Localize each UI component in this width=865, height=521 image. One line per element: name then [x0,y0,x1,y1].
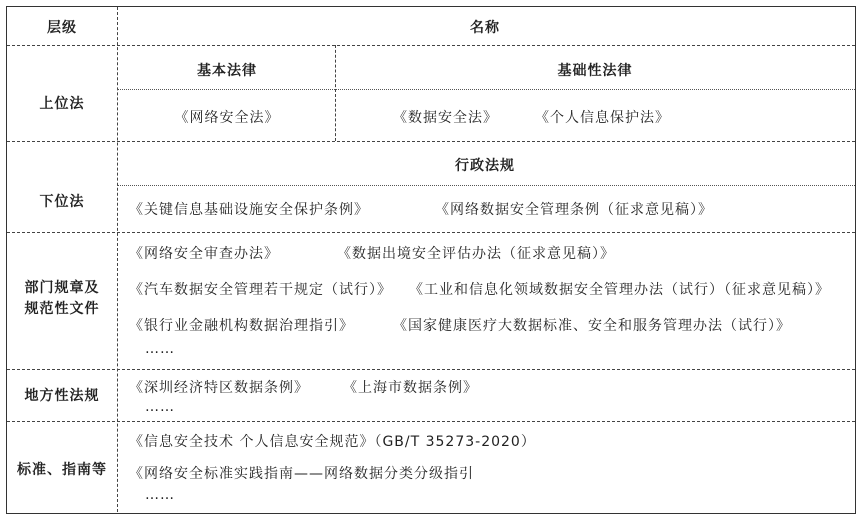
admin-regulation-item: 《关键信息基础设施安全保护条例》 [129,202,369,218]
header-divider [7,45,855,46]
departmental-item: 《工业和信息化领域数据安全管理办法（试行）（征求意见稿）》 [409,282,830,298]
upper-level-label: 上位法 [39,96,85,112]
basic-law-header: 基本法律 [197,63,257,79]
foundational-law-item: 《个人信息保护法》 [535,110,670,126]
local-item: 《深圳经济特区数据条例》 [129,380,309,396]
foundational-law-header: 基础性法律 [557,63,633,79]
standards-item: 《信息安全技术 个人信息安全规范》（GB/T 35273-2020） [129,434,536,450]
upper-law-divider [335,45,336,141]
standards-level-label: 标准、指南等 [17,462,107,478]
departmental-divider [7,369,855,370]
lower-sub-divider [117,185,855,186]
column-divider [117,7,118,512]
standards-ellipsis: …… [145,487,175,503]
header-name: 名称 [470,20,500,36]
departmental-level-label-1: 部门规章及 [24,280,100,296]
lower-divider [7,232,855,233]
local-level-label: 地方性法规 [24,388,100,404]
departmental-item: 《汽车数据安全管理若干规定（试行）》 [129,282,392,298]
foundational-law-item: 《数据安全法》 [393,110,498,126]
basic-law-item: 《网络安全法》 [174,110,280,126]
upper-sub-divider [117,89,855,90]
local-item: 《上海市数据条例》 [343,380,478,396]
law-hierarchy-table [6,6,856,514]
local-divider [7,421,855,422]
departmental-item: 《国家健康医疗大数据标准、安全和服务管理办法（试行）》 [393,318,791,334]
standards-item: 《网络安全标准实践指南——网络数据分类分级指引 [129,466,474,482]
admin-regulation-header: 行政法规 [455,158,515,174]
admin-regulation-item: 《网络数据安全管理条例（征求意见稿）》 [435,202,713,218]
departmental-item: 《网络安全审查办法》 [129,246,279,262]
departmental-ellipsis: …… [145,341,175,357]
departmental-item: 《数据出境安全评估办法（征求意见稿）》 [337,246,615,262]
local-ellipsis: …… [145,399,175,415]
upper-divider [7,141,855,142]
lower-level-label: 下位法 [39,194,85,210]
departmental-level-label-2: 规范性文件 [24,301,100,317]
departmental-item: 《银行业金融机构数据治理指引》 [129,318,354,334]
header-level: 层级 [47,20,77,36]
